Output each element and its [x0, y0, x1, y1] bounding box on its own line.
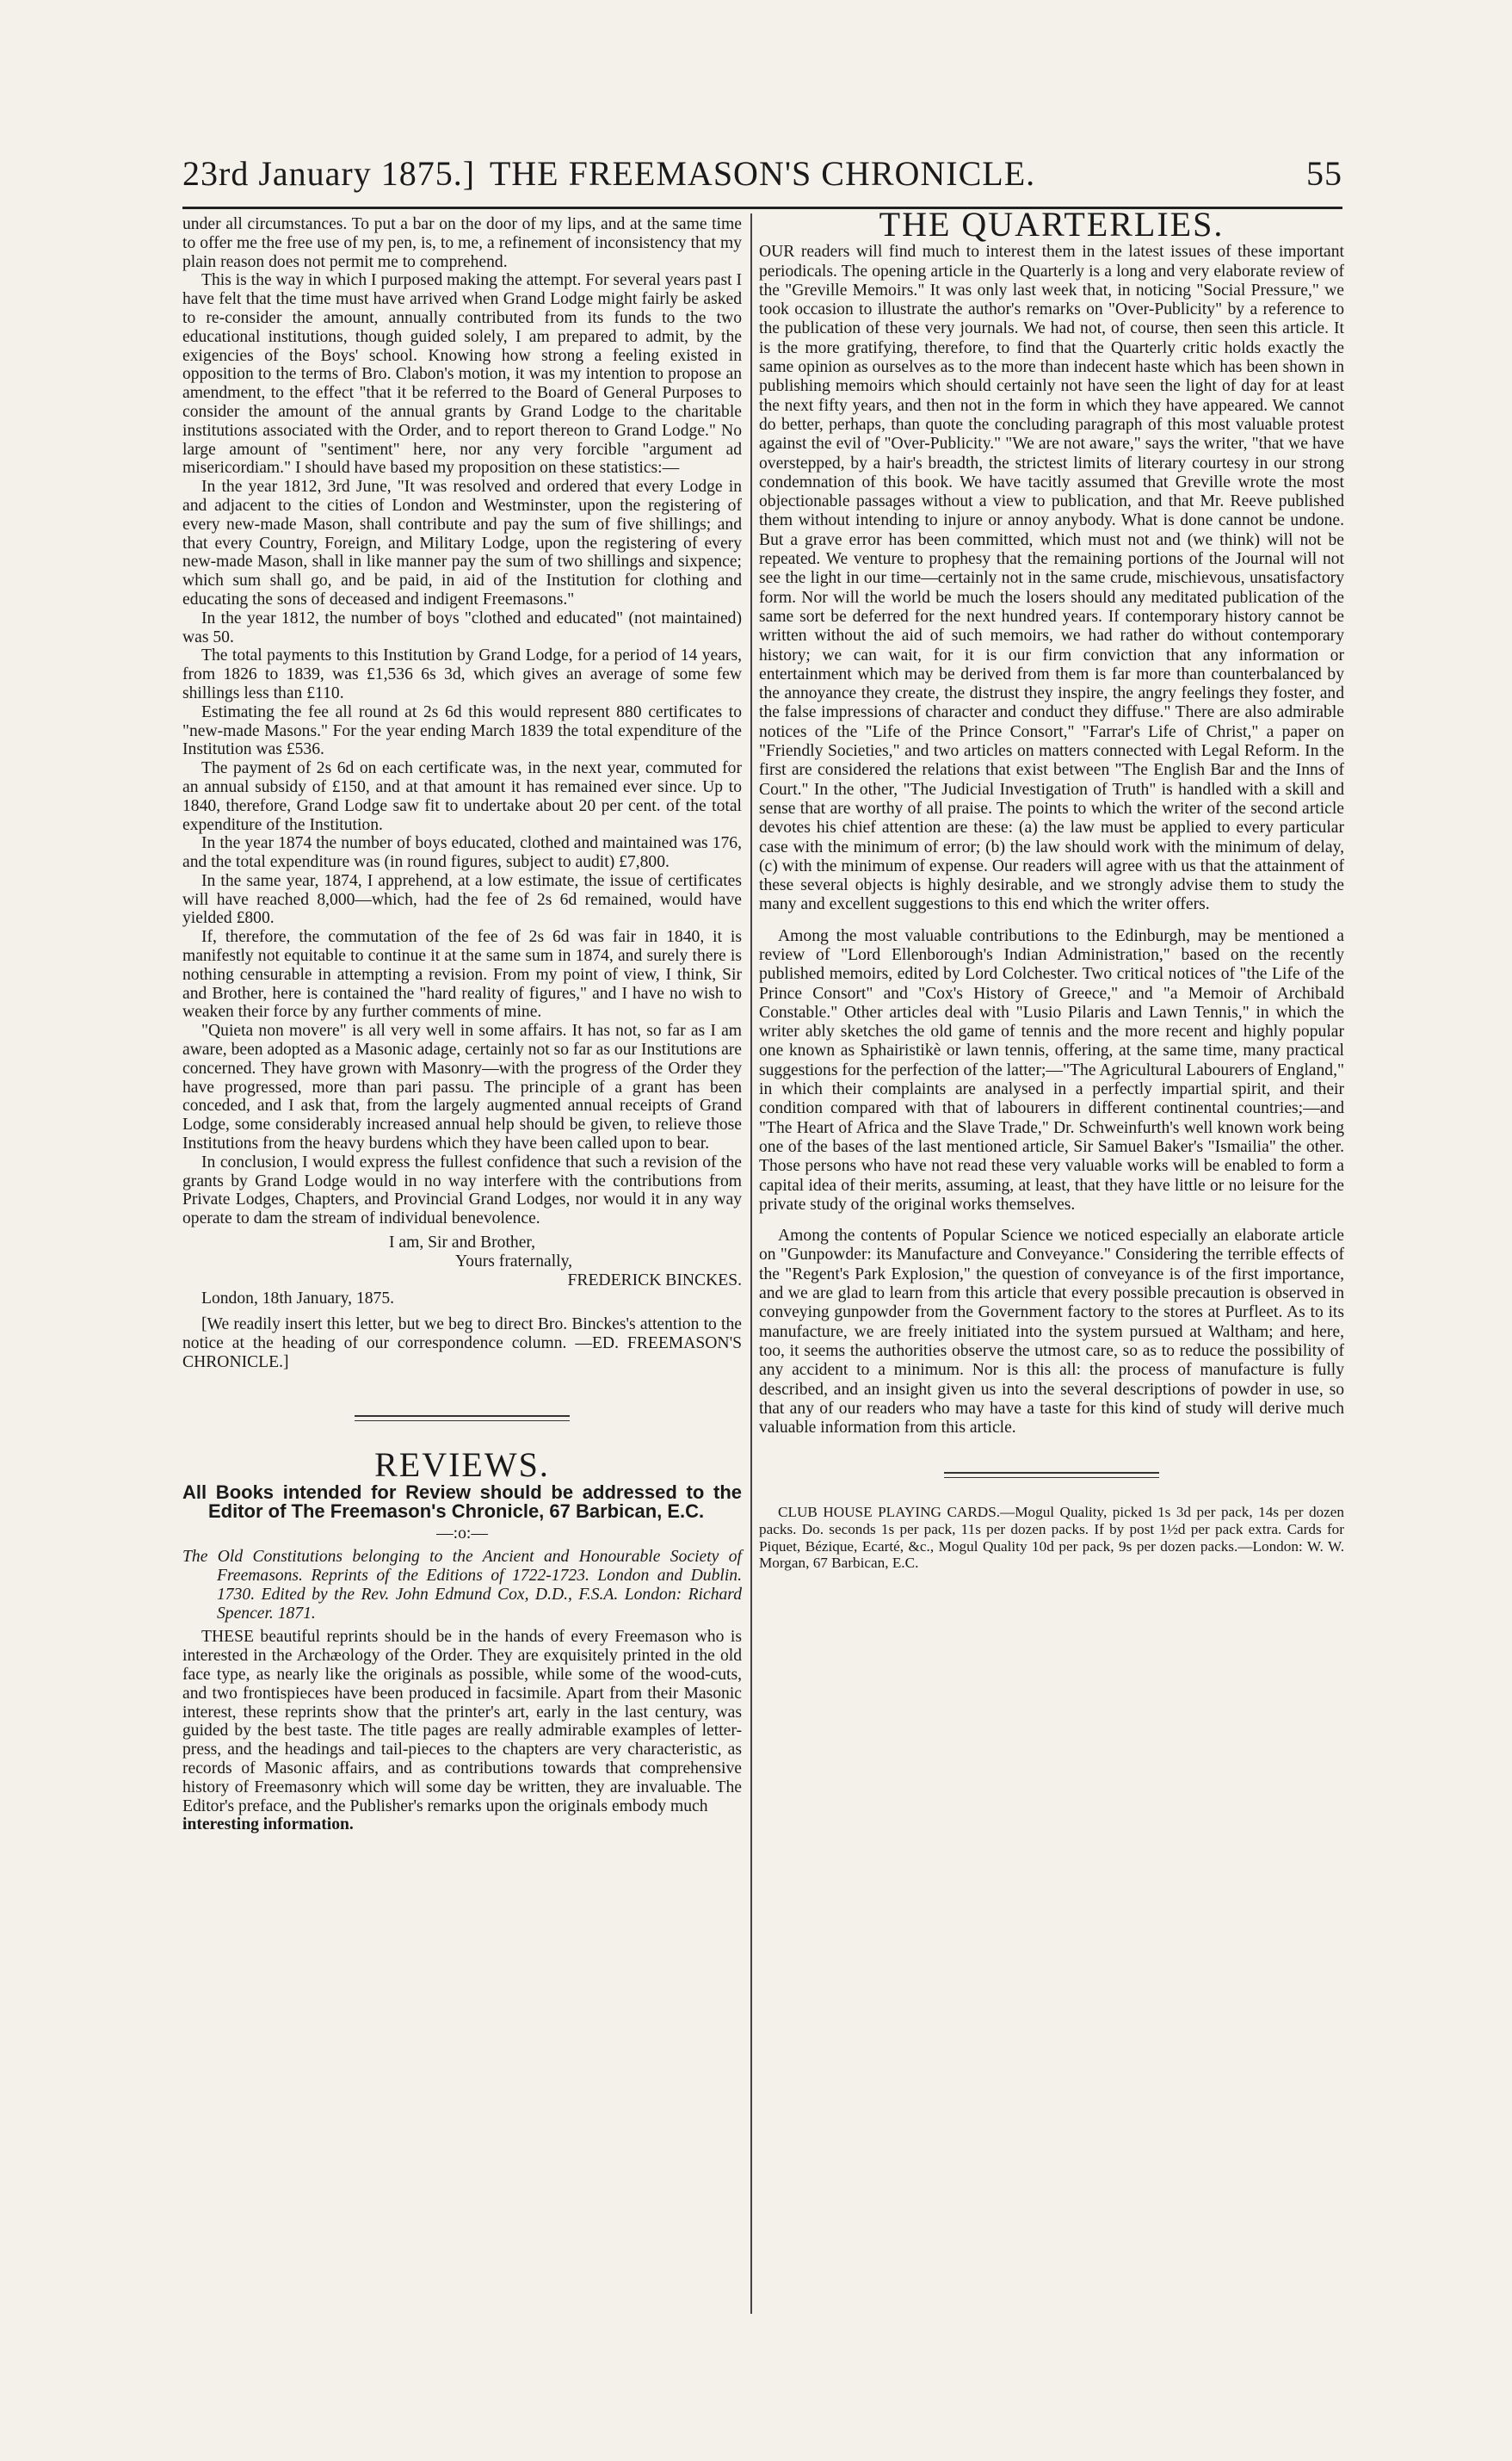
letter-paragraph: If, therefore, the commutation of the fee of 2s 6d was fair in 1840, it is manifestly not equitable to continue it at the same sum in 1874, and surely there is nothing censurable in attempting a revision. From my point of view, I think, Sir and Brother, here is contained the "hard reality of figures," and I have no wish to weaken their force by any further comments of mine.	[182, 928, 742, 1022]
letter-paragraph: This is the way in which I purposed making the attempt. For several years past I have felt that the time must have arrived when Grand Lodge might fairly be asked to re-consider the amount, annually contributed from its funds to the two educational institutions, though guided solely, I am prepared to admit, by the exigencies of the Boys' school. Knowing how strong a feeling existed in opposition to the terms of Bro. Clabon's motion, it was my intention to propose an amendment, to the effect "that it be referred to the Board of General Purposes to consider the amount of the annual grants by Grand Lodge to the charitable institutions associated with the Order, and to report thereon to Grand Lodge." No large amount of "sentiment" here, nor any very forcible "argument ad misericordiam." I should have based my proposition on these statistics:—	[182, 271, 742, 478]
dateline: London, 18th January, 1875.	[201, 1289, 395, 1308]
reviews-heading: REVIEWS.	[374, 1444, 550, 1484]
letter-paragraph: In the year 1874 the number of boys educated, clothed and maintained was 176, and the total expenditure was (in round figures, subject to audit) £7,800.	[182, 834, 742, 872]
letter-paragraph: The total payments to this Institution by Grand Lodge, for a period of 14 years, from 1826 to 1839, was £1,536 6s 3d, which gives an average of some few shillings less than £110.	[182, 646, 742, 702]
closing-line: I am, Sir and Brother,	[388, 1234, 536, 1252]
letter-signoff	[182, 1234, 742, 1308]
review-text: THESE beautiful reprints should be in the hands of every Freemason who is interested in the Archæology of the Order. They are exquisitely printed in the old face type, as nearly like the originals as possible, while some of the wood-cuts, and two frontispieces have been produced in facsimile. Apart from their Masonic interest, these reprints show that the printer's art, early in the last century, was guided by the best taste. The title pages are really admirable examples of letter-press, and the headings and tail-pieces to the chapters are very characteristic, as records of Masonic affairs, and as contributions towards that comprehensive history of Freemasonry which will some day be written, they are invaluable. The Editor's preface, and the Publisher's remarks upon the originals embody much	[182, 1628, 742, 1815]
letter-paragraph: In the year 1812, the number of boys "clothed and educated" (not maintained) was 50.	[182, 609, 742, 646]
editor-note: [We readily insert this letter, but we beg to direct Bro. Binckes's attention to the notice at the heading of our correspondence column. —ED. FREEMASON'S CHRONICLE.]	[182, 1315, 742, 1371]
column-rule	[750, 213, 752, 2314]
reviews-divider: —:o:—	[436, 1524, 488, 1543]
advertisement: CLUB HOUSE PLAYING CARDS.—Mogul Quality, picked 1s 3d per pack, 14s per dozen packs. Do. seconds 1s per pack, 11s per dozen packs. If by post 1½d per pack extra. Cards for Piquet, Bézique, Ecarté, &c., Mogul Quality 10d per pack, 9s per dozen packs.—London: W. W. Morgan, 67 Barbican, E.C.	[759, 1504, 1344, 1572]
quarterlies-paragraph: Among the most valuable contributions to the Edinburgh, may be mentioned a review of "Lord Ellenborough's Indian Administration," based on the recently published memoirs, edited by Lord Colchester. Two critical notices of "the Life of the Prince Consort" and "Cox's History of Greece," and "a Memoir of Archibald Constable." Other articles deal with "Lusio Pilaris and Lawn Tennis," in which the writer ably sketches the old game of tennis and the more recent and highly popular one known as Sphairistikè or lawn tennis, offering, at the same time, many practical suggestions for the perfection of the latter;—"The Agricultural Labourers of England," in which their complaints are analysed in a perfectly impartial spirit, and their condition compared with that of labourers in different continental countries;—and "The Heart of Africa and the Slave Trade," Dr. Schweinfurth's well known work being one of the bases of the last mentioned article, Sir Samuel Baker's "Ismailia" the other. Those persons who have not read these very valuable works will be enabled to form a capital idea of their merits, assuming, at least, that they have little or no leisure for the private study of the original works themselves.	[759, 926, 1344, 1214]
signature: FREDERICK BINCKES.	[567, 1271, 742, 1289]
page-header	[182, 153, 1342, 205]
left-column	[182, 215, 742, 1834]
section-divider	[355, 1415, 570, 1421]
review-last-line: interesting information.	[182, 1815, 354, 1834]
letter-paragraph: In conclusion, I would express the fullest confidence that such a revision of the grants by Grand Lodge would in no way interfere with the contributions from Private Lodges, Chapters, and Provincial Grand Lodges, nor would it in any way operate to dam the stream of individual benevolence.	[182, 1153, 742, 1228]
section-divider	[944, 1472, 1159, 1478]
reviews-notice: All Books intended for Review should be addressed to the Editor of The Freemason's Chronicle, 67 Barbican, E.C.	[182, 1481, 742, 1522]
quarterlies-heading: THE QUARTERLIES.	[879, 205, 1225, 244]
letter-paragraph: The payment of 2s 6d on each certificate was, in the next year, commuted for an annual subsidy of £150, and at that amount it has remained ever since. Up to 1840, therefore, Grand Lodge saw fit to undertake about 20 per cent. of the total expenditure of the Institution.	[182, 759, 742, 834]
newspaper-title: THE FREEMASON'S CHRONICLE.	[489, 154, 1036, 193]
page-number: 55	[1306, 154, 1342, 193]
book-citation: The Old Constitutions belonging to the Ancient and Honourable Society of Freemasons. Reprints of the Editions of 1722-1723. London and Dublin. 1730. Edited by the Rev. John Edmund Cox, D.D., F.S.A. London: Richard Spencer. 1871.	[182, 1548, 742, 1623]
letter-paragraph: under all circumstances. To put a bar on the door of my lips, and at the same time to offer me the free use of my pen, is, to me, a refinement of inconsistency that my plain reason does not permit me to comprehend.	[182, 215, 742, 271]
letter-paragraph: "Quieta non movere" is all very well in some affairs. It has not, so far as I am aware, been adopted as a Masonic adage, certainly not so far as our Institutions are concerned. They have grown with Masonry—with the progress of the Order they have progressed, more than pari passu. The principle of a grant has been conceded, and I ask that, from the largely augmented annual receipts of Grand Lodge, some considerably increased annual help should be given, to relieve those Institutions from the heavy burdens which they have been called upon to bear.	[182, 1022, 742, 1153]
quarterlies-paragraph: Among the contents of Popular Science we noticed especially an elaborate article on "Gunpowder: its Manufacture and Conveyance." Considering the terrible effects of the "Regent's Park Explosion," the question of conveyance is of the first importance, and we are glad to learn from this article that every possible precaution is observed in conveying gunpowder from the Government factory to the stores at Purfleet. As to its manufacture, we are freely initiated into the system pursued at Waltham; and here, too, it seems the authorities observe the utmost care, so as to reduce the possibility of any accident to a minimum. Nor is this all: the process of manufacture is fully described, and an insight given us into the several descriptions of powder in use, so that any of our readers who may have a taste for this kind of study will derive much valuable information from this article.	[759, 1227, 1344, 1438]
letter-paragraph: Estimating the fee all round at 2s 6d this would represent 880 certificates to "new-made Masons." For the year ending March 1839 the total expenditure of the Institution was £536.	[182, 702, 742, 759]
header-date: 23rd January 1875.]	[182, 154, 476, 193]
quarterlies-paragraph: OUR readers will find much to interest them in the latest issues of these important periodicals. The opening article in the Quarterly is a long and very elaborate review of the "Greville Memoirs." It was only last week that, in noticing "Social Pressure," we took occasion to illustrate the author's remarks on "Over-Publicity" by a reference to the publication of these very journals. We had not, of course, then seen this article. It is the more gratifying, therefore, to find that the Quarterly critic holds exactly the same opinion as ourselves as to the more than indecent haste which has been shown in publishing memoirs which should certainly not have seen the light of day for at least the next fifty years, and then not in the form in which they have appeared. We cannot do better, perhaps, than quote the concluding paragraph of this most valuable protest against the evil of "Over-Publicity." "We are not aware," says the writer, "that we have overstepped, by a hair's breadth, the strictest limits of literary courtesy in our strong condemnation of this book. We have tacitly assumed that Greville wrote the most objectionable passages without a view to publication, and that Mr. Reeve published them without intending to injure or annoy anybody. What is done cannot be undone. But a grave error has been committed, which must not and (we think) will not be repeated. We venture to prophesy that the remaining portions of the Journal will not see the light in our time—certainly not in the same crude, mischievous, unsatisfactory form. Nor will the world be much the losers should any meditated publication of the same sort be deferred for the next hundred years. If contemporary history cannot be written without the aid of such memoirs, we had rather do without contemporary history; we can wait, for it is our firm conviction that any information or entertainment which may be derived from them is far more than counterbalanced by the annoyance they create, the distrust they inspire, the angry feelings they foster, and the false impressions of character and conduct they diffuse." There are also admirable notices of the "Life of the Prince Consort," "Farrar's Life of Christ," a paper on "Friendly Societies," and two articles on matters connected with Legal Reform. In the first are considered the relations that exist between "The English Bar and the Inns of Court." In the other, "The Judicial Investigation of Truth" is handled with a skill and sense that are worthy of all praise. The points to which the writer of the second article devotes his chief attention are these: (a) the law must be applied to every particular case with the minimum of error; (b) the law should work with the minimum of delay, (c) with the minimum of expense. Our readers will agree with us that the attainment of these several objects is highly desirable, and we strongly advise them to study the many and excellent suggestions to this end which the writer offers.	[759, 243, 1344, 914]
letter-paragraph: In the same year, 1874, I apprehend, at a low estimate, the issue of certificates will have reached 8,000—which, had the fee of 2s 6d remained, would have yielded £800.	[182, 871, 742, 928]
letter-paragraph: In the year 1812, 3rd June, "It was resolved and ordered that every Lodge in and adjacent to the cities of London and Westminster, upon the registering of every new-made Mason, shall contribute and pay the sum of five shillings; and that every Country, Foreign, and Military Lodge, upon the registering of every new-made Mason, shall in like manner pay the sum of two shillings and sixpence; which sum shall go, and be paid, in aid of the Institution for clothing and educating the sons of deceased and indigent Freemasons."	[182, 478, 742, 609]
right-column	[759, 205, 1344, 1572]
closing-line-2: Yours fraternally,	[454, 1252, 573, 1271]
